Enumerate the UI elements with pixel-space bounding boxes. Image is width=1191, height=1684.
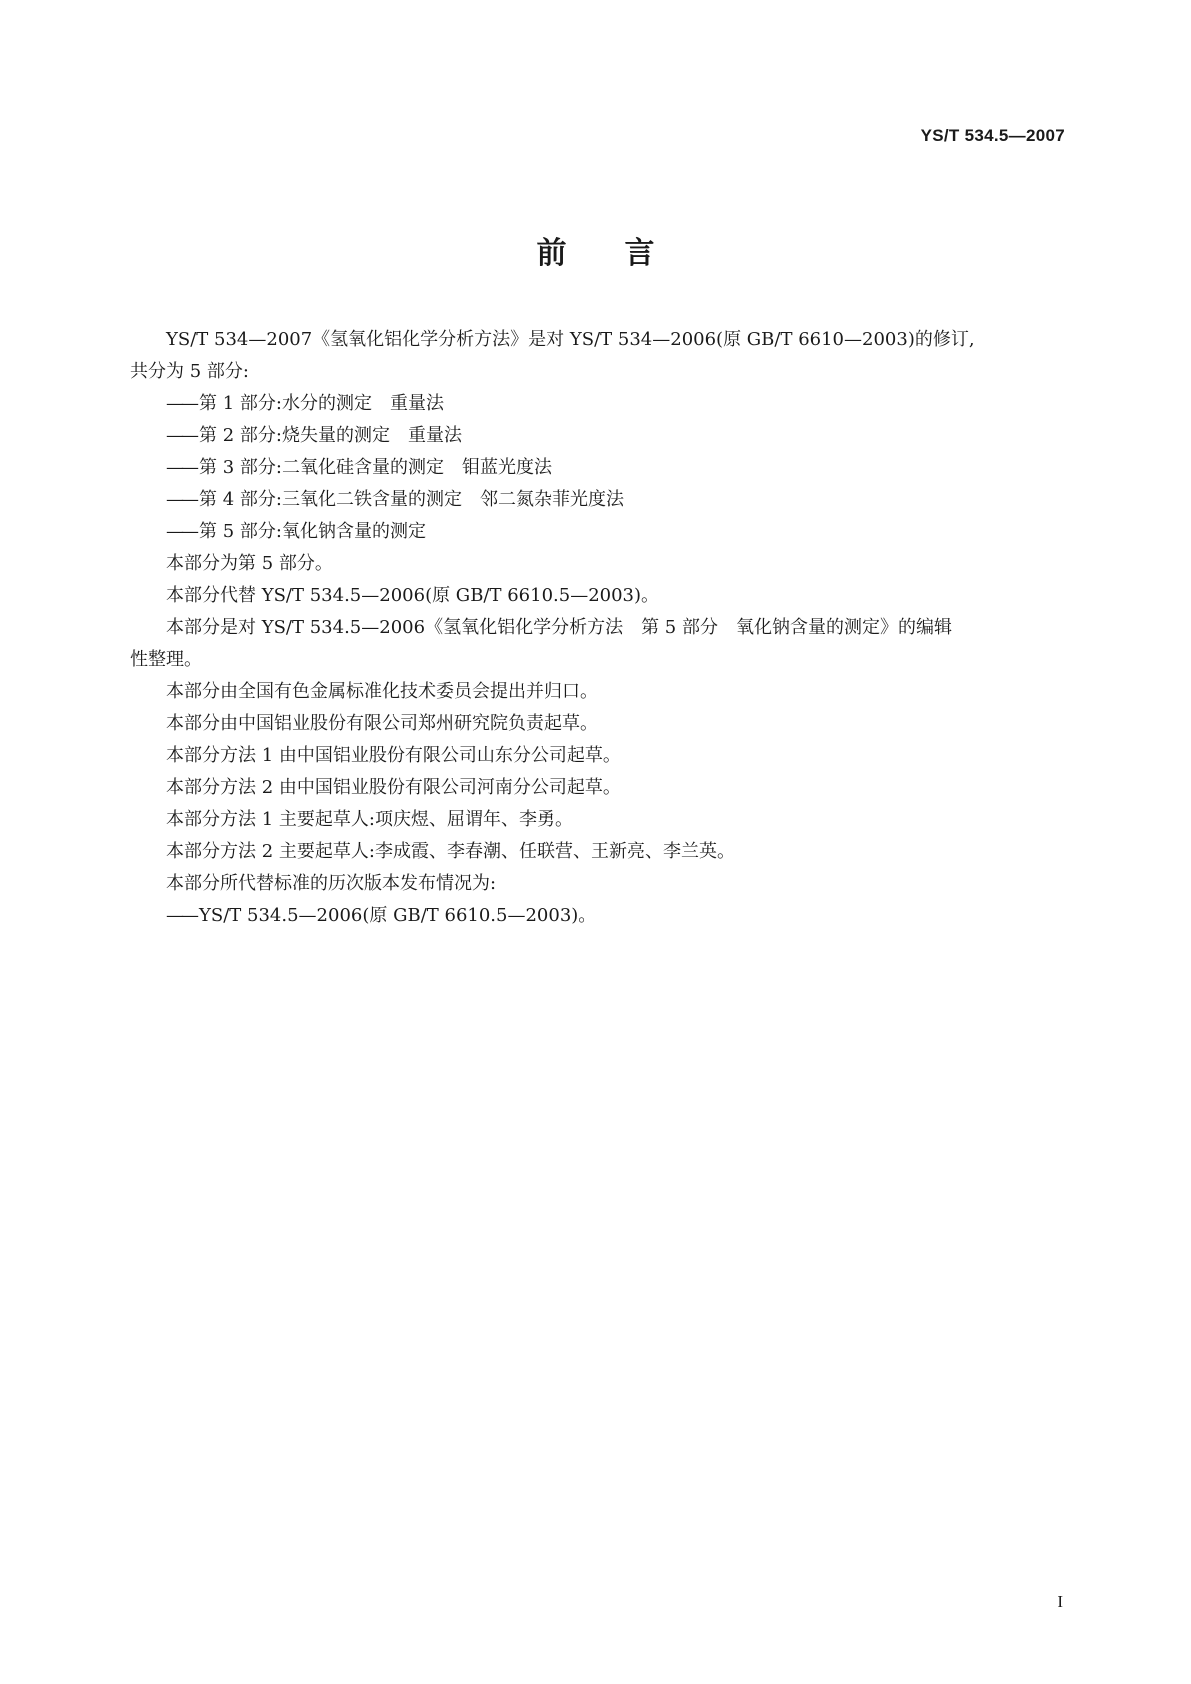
- foreword-body: [130, 324, 1064, 932]
- part-3-label: 第 3 部分:二氧化硅含量的测定 钼蓝光度法: [199, 457, 552, 478]
- paragraph-editorial-line-1: 本部分是对 YS/T 534.5—2006《氢氧化铝化学分析方法 第 5 部分 氧化钠含量的测定》的编辑: [166, 617, 952, 638]
- intro-paragraph: [130, 324, 1064, 388]
- part-list-item: [130, 388, 1064, 420]
- paragraph-drafted-by: 本部分由中国铝业股份有限公司郑州研究院负责起草。: [166, 713, 598, 734]
- paragraph-editorial-line-2: 性整理。: [130, 649, 202, 670]
- part-list-item: [130, 484, 1064, 516]
- paragraph-proposed-by: 本部分由全国有色金属标准化技术委员会提出并归口。: [166, 681, 598, 702]
- standard-number: YS/T 534.5—2007: [920, 126, 1065, 145]
- part-list-item: [130, 516, 1064, 548]
- paragraph-history-intro: 本部分所代替标准的历次版本发布情况为:: [166, 873, 497, 894]
- em-dash: ——: [166, 425, 196, 446]
- em-dash: ——: [166, 457, 196, 478]
- paragraph-method-2-authors: 本部分方法 2 主要起草人:李成霞、李春潮、任联营、王新亮、李兰英。: [166, 841, 735, 862]
- paragraph-replaces: 本部分代替 YS/T 534.5—2006(原 GB/T 6610.5—2003)。: [166, 585, 660, 606]
- intro-line-1: YS/T 534—2007《氢氧化铝化学分析方法》是对 YS/T 534—2006(原 GB/T 6610—2003)的修订,: [166, 329, 975, 350]
- em-dash: ——: [166, 905, 196, 926]
- part-list-item: [130, 452, 1064, 484]
- em-dash: ——: [166, 521, 196, 542]
- intro-line-2: 共分为 5 部分:: [130, 361, 249, 382]
- em-dash: ——: [166, 489, 196, 510]
- part-list-item: [130, 420, 1064, 452]
- paragraph-part-number: 本部分为第 5 部分。: [166, 553, 333, 574]
- part-4-label: 第 4 部分:三氧化二铁含量的测定 邻二氮杂菲光度法: [199, 489, 624, 510]
- history-list-item: [130, 900, 1064, 932]
- part-1-label: 第 1 部分:水分的测定 重量法: [199, 393, 444, 414]
- page-number: I: [1057, 1592, 1063, 1611]
- part-5-label: 第 5 部分:氧化钠含量的测定: [199, 521, 426, 542]
- paragraph-editorial: [130, 612, 1064, 676]
- page-title: 前言: [536, 236, 713, 271]
- paragraph-method-1-authors: 本部分方法 1 主要起草人:项庆煜、屈谓年、李勇。: [166, 809, 573, 830]
- history-entry-1: YS/T 534.5—2006(原 GB/T 6610.5—2003)。: [199, 905, 597, 926]
- paragraph-method-1-drafter: 本部分方法 1 由中国铝业股份有限公司山东分公司起草。: [166, 745, 621, 766]
- part-2-label: 第 2 部分:烧失量的测定 重量法: [199, 425, 462, 446]
- em-dash: ——: [166, 393, 196, 414]
- paragraph-method-2-drafter: 本部分方法 2 由中国铝业股份有限公司河南分公司起草。: [166, 777, 621, 798]
